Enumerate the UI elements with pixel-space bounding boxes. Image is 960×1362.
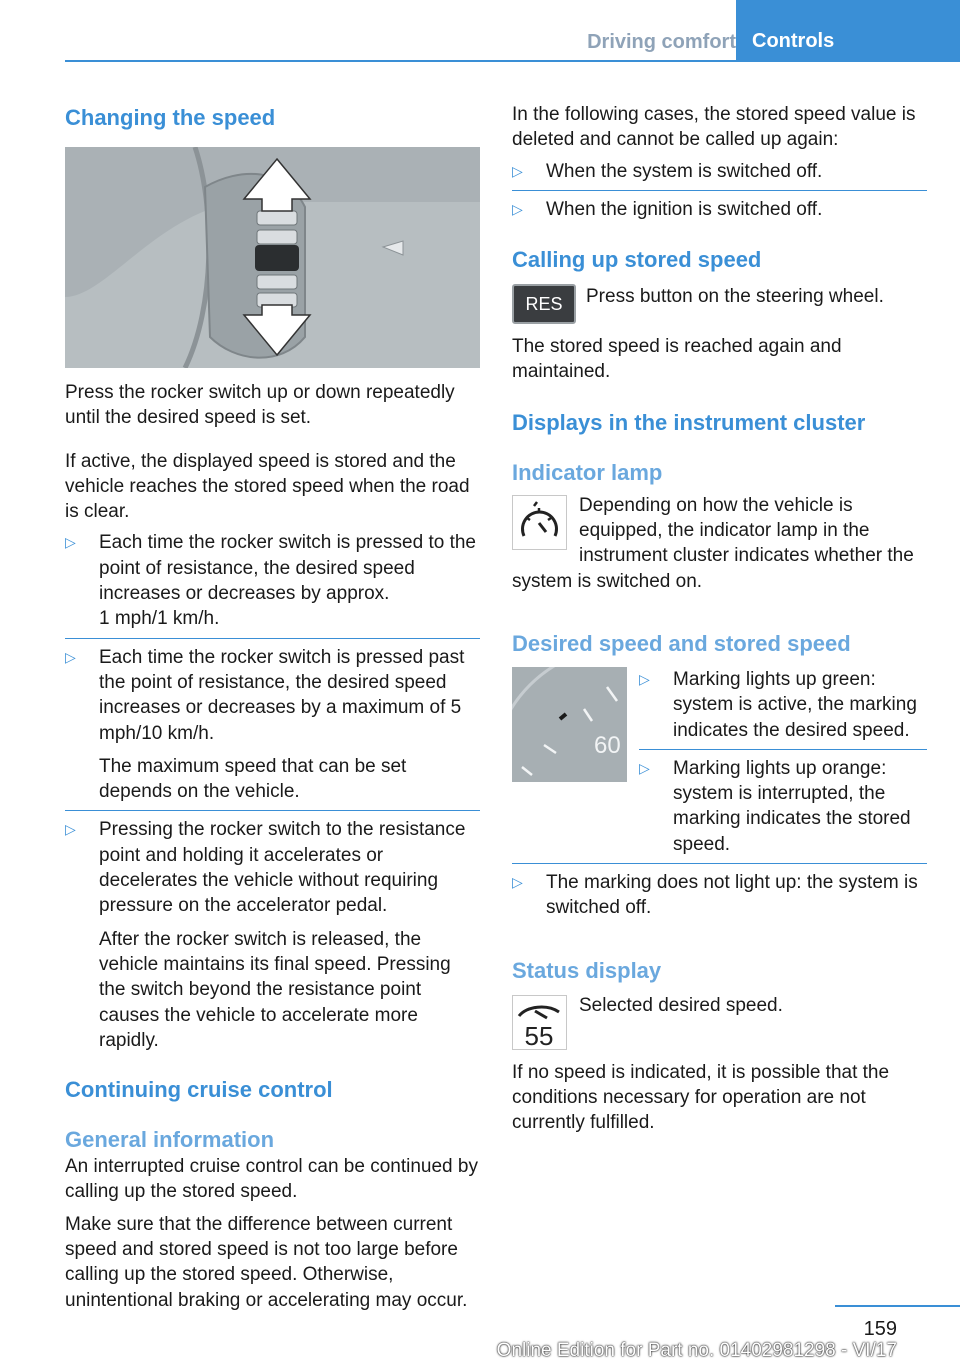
status-speed-value: 55 (524, 1020, 554, 1049)
triangle-bullet-icon: ▷ (639, 670, 650, 687)
paragraph-interrupted-cruise: An interrupted cruise control can be continued by calling up the stored speed. (65, 1156, 478, 1203)
paragraph-displayed-speed: If active, the displayed speed is stored and the vehicle reaches the stored speed when the road is clear. (65, 450, 470, 523)
list-item: ▷ Each time the rocker switch is pressed to the point of resistance, the desired speed increases or decreases by approx. 1 mph/1 km/h. (65, 532, 476, 630)
status-display-block (512, 993, 927, 1049)
heading-indicator-lamp: Indicator lamp (512, 459, 663, 485)
heading-calling-stored-speed: Calling up stored speed (512, 247, 762, 273)
paragraph-indicator-lamp: Depending on how the vehicle is equipped, the indicator lamp in the instrument cluster indicates whether the system is switched on. (512, 494, 914, 592)
edition-watermark: Online Edition for Part no. 01402981298 - VI/17 (496, 1340, 897, 1361)
heading-status-display: Status display (512, 957, 662, 983)
paragraph-stored-reached: The stored speed is reached again and maintained. (512, 336, 842, 383)
list-item: ▷ When the ignition is switched off. (512, 190, 927, 222)
paragraph-rocker-press: Press the rocker switch up or down repeatedly until the desired speed is set. (65, 382, 455, 429)
triangle-bullet-icon: ▷ (65, 534, 76, 551)
list-item: ▷ When the system is switched off. (512, 159, 927, 184)
bullet-sub-paragraph: After the rocker switch is released, the vehicle maintains its final speed. Pressing the switch beyond the resistance point causes the vehicle to accelerate more rapidly. (99, 928, 451, 1051)
header-chapter-tab[interactable]: Controls (736, 0, 960, 62)
indicator-lamp-block (512, 493, 927, 594)
speedometer-gauge-image (512, 667, 627, 782)
list-item: ▷ Pressing the rocker switch to the resistance point and holding it accelerates or decelerates the vehicle without requiring pressure on the accelerator pedal. After the rocker switch is released, the vehicle maintains its final speed. Pressing the switch beyond the resistance point causes the vehicle to accelerate more rapidly. (65, 810, 480, 1053)
triangle-bullet-icon: ▷ (512, 874, 523, 891)
heading-changing-speed: Changing the speed (65, 105, 276, 130)
paragraph-selected-speed: Selected desired speed. (579, 994, 783, 1016)
left-column (65, 102, 480, 1313)
marking-bullet-list (639, 667, 927, 857)
desired-speed-block (512, 667, 927, 921)
cruise-indicator-icon (512, 495, 567, 550)
page-number: 159 (863, 1318, 897, 1340)
speed-step-value: 1 mph/1 km/h. (99, 608, 220, 630)
right-column (512, 102, 927, 1136)
list-item: ▷ Marking lights up orange: system is interrupted, the marking indicates the stored speed. (639, 749, 927, 857)
triangle-bullet-icon: ▷ (639, 759, 650, 776)
list-item: ▷ Each time the rocker switch is pressed past the point of resistance, the desired speed increases or decreases by a maximum of 5 mph/10 km/h. The maximum speed that can be set depends on the vehicle. (65, 638, 480, 805)
page-header (65, 22, 960, 62)
marking-off-list (512, 863, 927, 921)
paragraph-stored-deleted: In the following cases, the stored speed value is deleted and cannot be called up again: (512, 104, 916, 151)
steering-wheel-rocker-image (65, 147, 480, 368)
bullet-sub-paragraph: The maximum speed that can be set depends on the vehicle. (99, 755, 407, 803)
triangle-bullet-icon: ▷ (65, 821, 76, 838)
footer-divider (835, 1305, 960, 1307)
list-item: ▷ The marking does not light up: the system is switched off. (512, 863, 927, 921)
rocker-bullet-list (65, 530, 480, 1053)
paragraph-no-speed-indicated: If no speed is indicated, it is possible that the conditions necessary for operation are not currently fulfilled. (512, 1061, 890, 1134)
heading-displays-cluster: Displays in the instrument cluster (512, 409, 866, 435)
gauge-speed-label: 60 (594, 731, 621, 759)
list-item: ▷ Marking lights up green: system is active, the marking indicates the desired speed. (639, 668, 917, 741)
triangle-bullet-icon: ▷ (512, 162, 523, 179)
res-button-icon: RES (512, 284, 576, 324)
res-button-block (512, 284, 927, 324)
triangle-bullet-icon: ▷ (512, 200, 523, 217)
heading-desired-stored-speed: Desired speed and stored speed (512, 630, 851, 656)
deleted-cases-list (512, 159, 927, 223)
paragraph-press-button: Press button on the steering wheel. (586, 286, 884, 308)
status-speed-icon (512, 995, 567, 1050)
paragraph-speed-difference: Make sure that the difference between current speed and stored speed is not too large before calling up the stored speed. Otherwise, unintentional braking or accelerating may occur. (65, 1213, 468, 1311)
triangle-bullet-icon: ▷ (65, 648, 76, 665)
heading-continuing-cruise: Continuing cruise control (65, 1077, 333, 1103)
header-section-title: Driving comfort (587, 31, 736, 53)
heading-general-information: General information (65, 1127, 275, 1153)
